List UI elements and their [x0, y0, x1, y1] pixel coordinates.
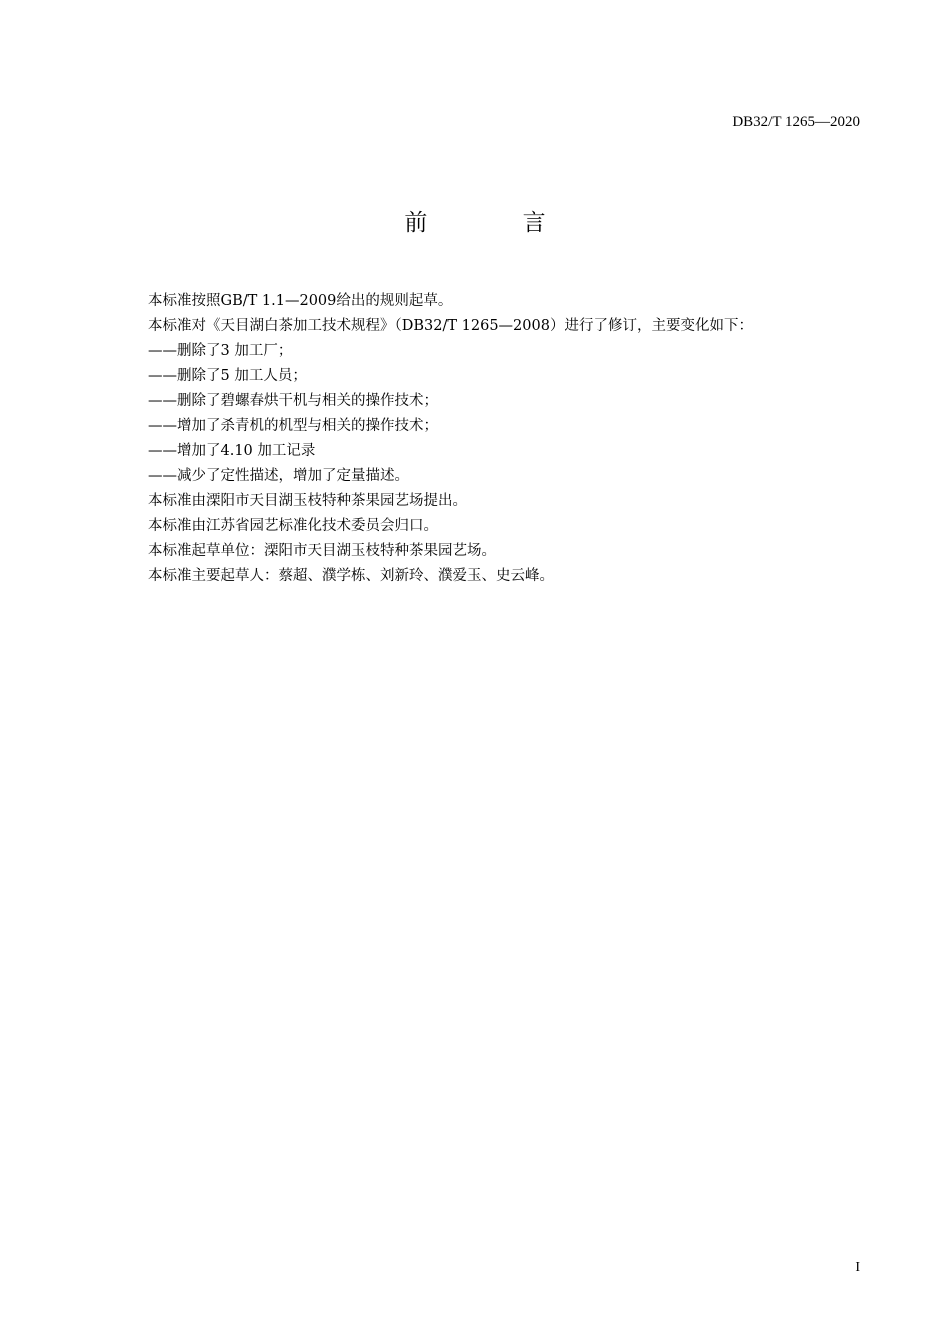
preface-body: [148, 289, 848, 589]
standard-code: DB32/T 1265—2020: [732, 114, 860, 130]
body-line-revision-intro: 本标准对《天目湖白茶加工技术规程》（DB32/T 1265—2008）进行了修订，主要变化如下：: [148, 318, 753, 334]
body-line-drafting-rule: 本标准按照GB/T 1.1—2009给出的规则起草。: [148, 293, 453, 309]
body-line-drafters: 本标准主要起草人：蔡超、濮学栋、刘新玲、濮爱玉、史云峰。: [148, 568, 554, 584]
list-item: ——删除了3 加工厂；: [148, 343, 293, 359]
list-item: ——增加了杀青机的机型与相关的操作技术；: [148, 418, 438, 434]
list-item: ——减少了定性描述，增加了定量描述。: [148, 468, 409, 484]
list-item: ——删除了5 加工人员；: [148, 368, 307, 384]
list-item: ——删除了碧螺春烘干机与相关的操作技术；: [148, 393, 438, 409]
page-title: 前 言: [404, 210, 590, 236]
body-line-committee: 本标准由江苏省园艺标准化技术委员会归口。: [148, 518, 438, 534]
body-line-proposer: 本标准由溧阳市天目湖玉枝特种茶果园艺场提出。: [148, 493, 467, 509]
page-number: I: [855, 1260, 860, 1275]
list-item: ——增加了4.10 加工记录: [148, 443, 316, 459]
body-line-drafting-unit: 本标准起草单位：溧阳市天目湖玉枝特种茶果园艺场。: [148, 543, 496, 559]
